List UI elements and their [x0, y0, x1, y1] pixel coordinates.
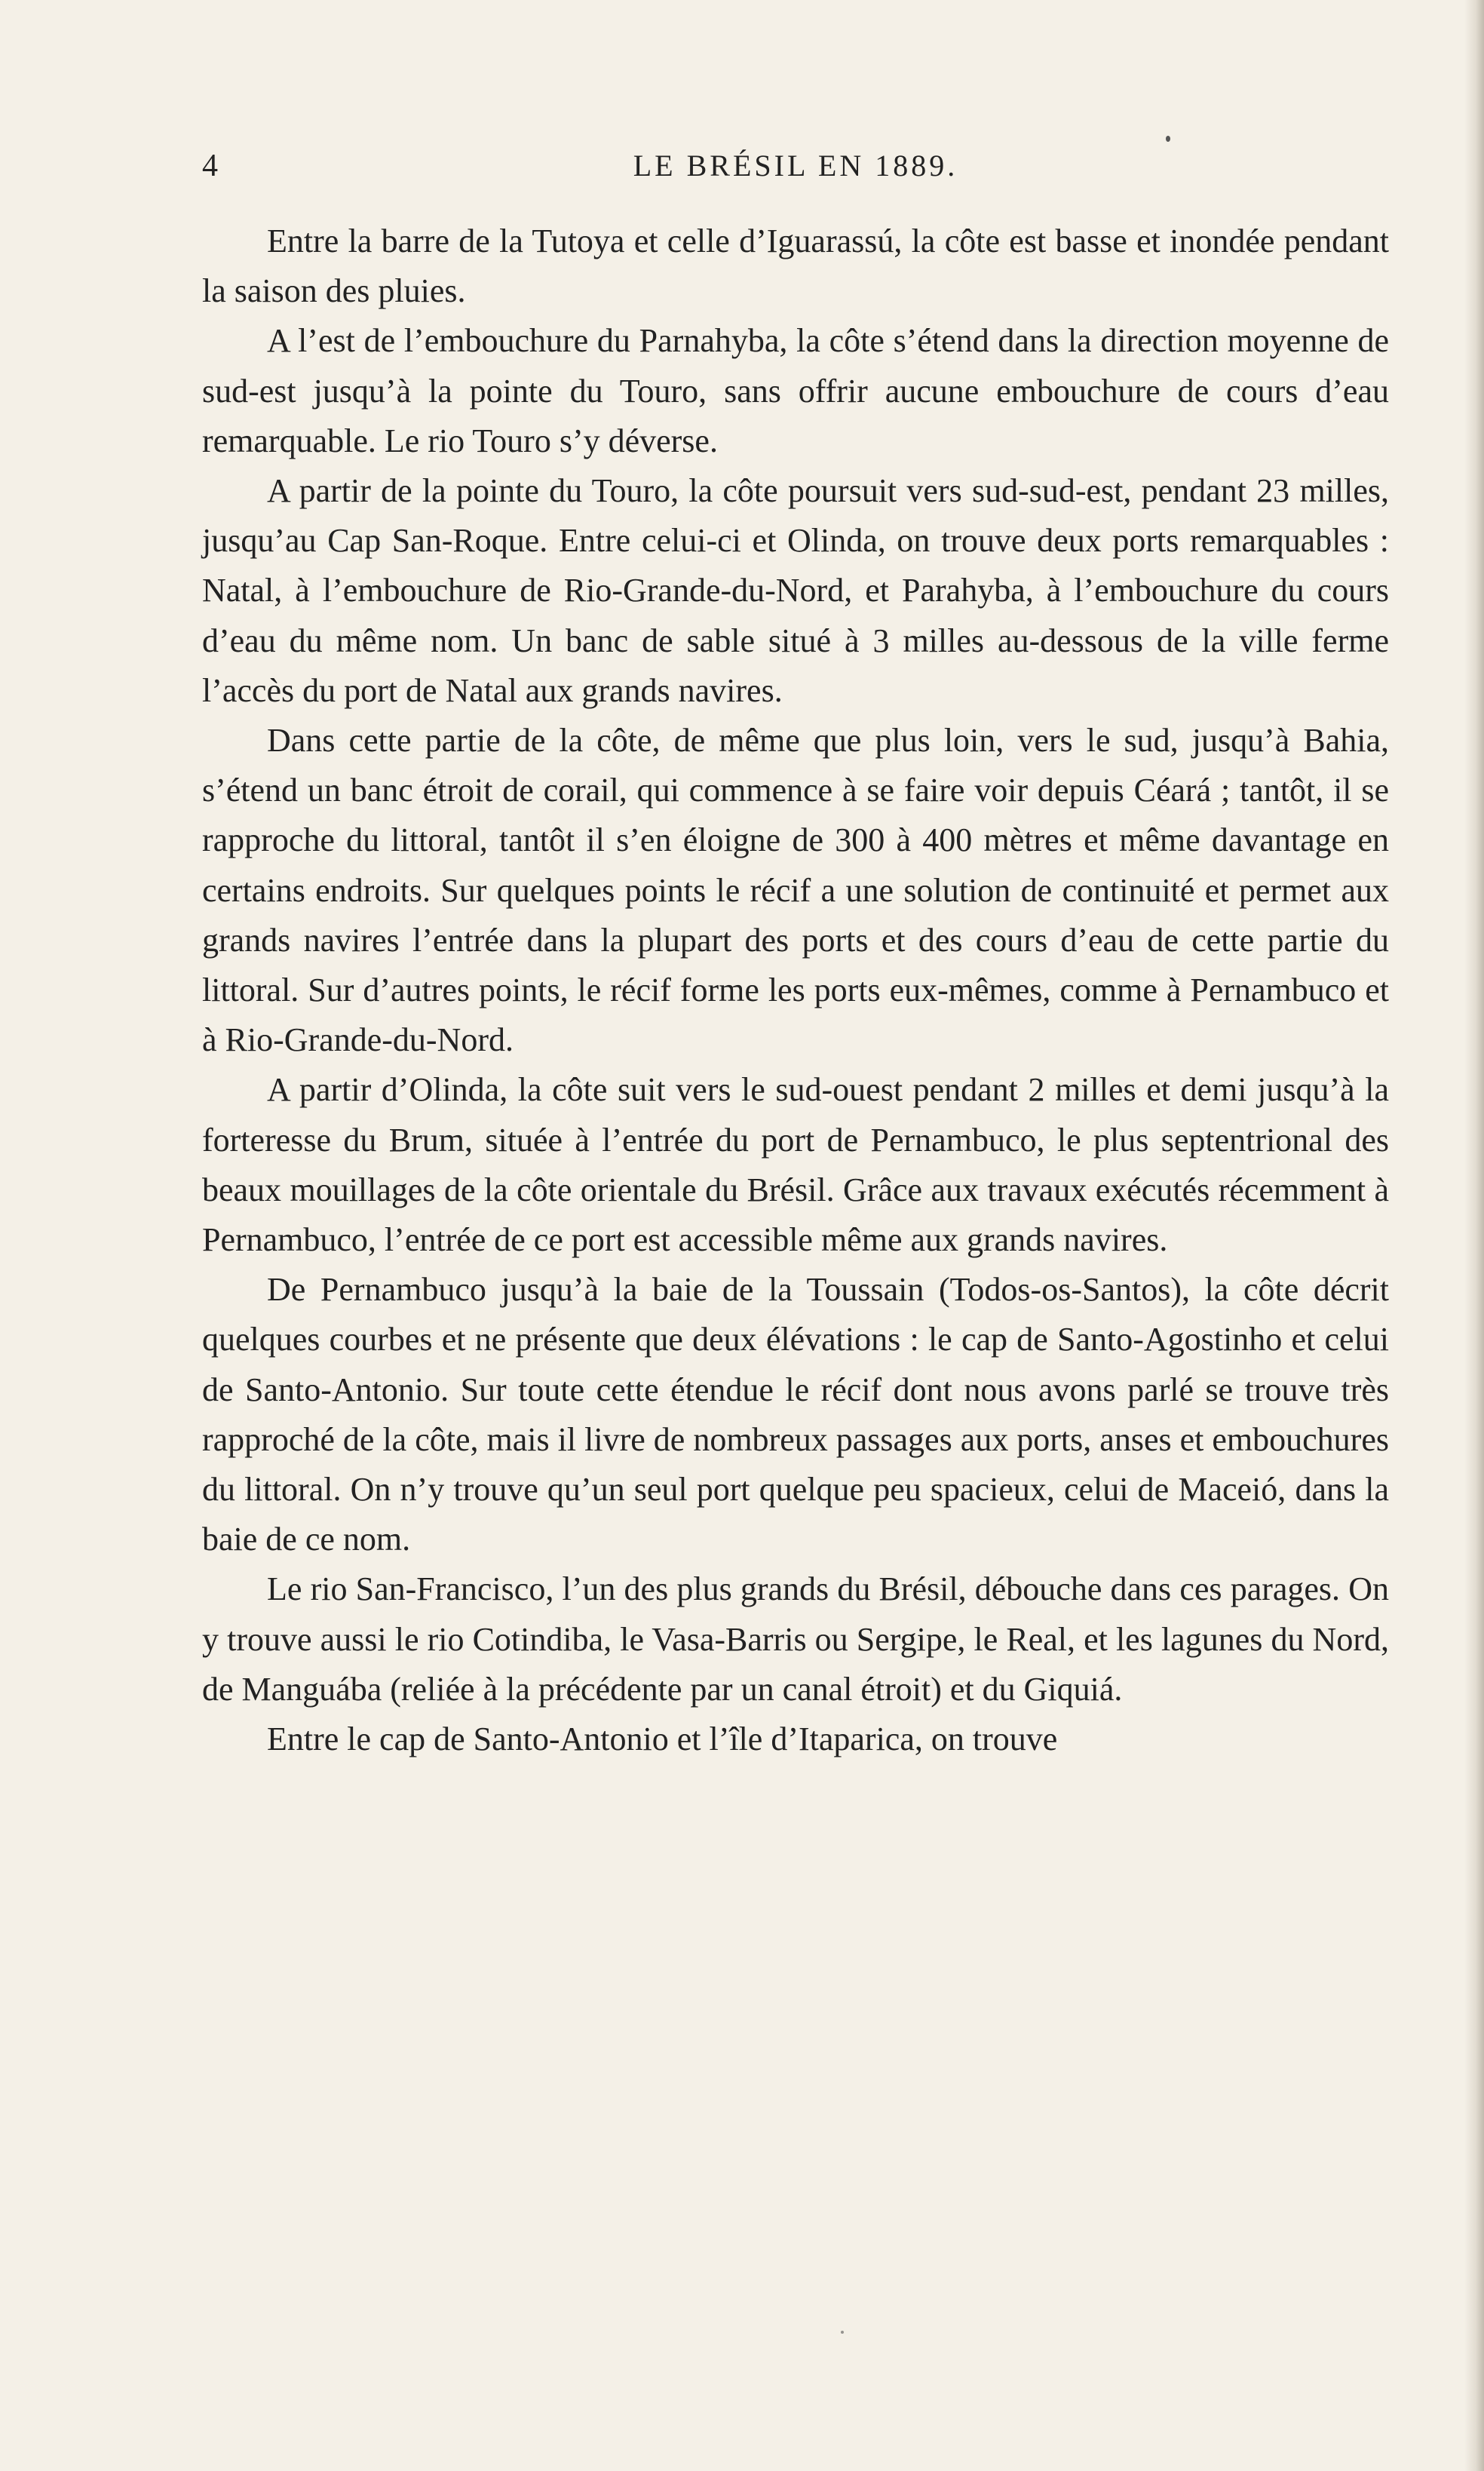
print-speck: [1166, 136, 1170, 142]
paragraph: Entre le cap de Santo-Antonio et l’île d’Itaparica, on trouve: [267, 1720, 1058, 1758]
page-number: 4: [202, 149, 218, 183]
paragraph: A partir d’Olinda, la côte suit vers le sud-ouest pendant 2 milles et demi jusqu’à la forteresse du Brum, située à l’entrée du port de Pernambuco, le plus septentrional des beaux mouillages de la côte orientale du Brésil. Grâce aux travaux exécutés récemment à Pernambuco, l’entrée de ce port est accessible même aux grands navires.: [202, 1071, 1389, 1259]
paragraph: A l’est de l’embouchure du Parnahyba, la côte s’étend dans la direction moyenne de sud-est jusqu’à la pointe du Touro, sans offrir aucune embouchure de cours d’eau remarquable. Le rio Touro s’y déverse.: [202, 322, 1389, 459]
body-text: [202, 216, 1389, 1764]
paragraph: Le rio San-Francisco, l’un des plus grands du Brésil, débouche dans ces parages. On y trouve aussi le rio Cotindiba, le Vasa-Barris ou Sergipe, le Real, et les lagunes du Nord, de Manguába (reliée à la précédente par un canal étroit) et du Giquiá.: [202, 1570, 1389, 1708]
paragraph: Dans cette partie de la côte, de même que plus loin, vers le sud, jusqu’à Bahia, s’étend un banc étroit de corail, qui commence à se faire voir depuis Céará ; tantôt, il se rapproche du littoral, tantôt il s’en éloigne de 300 à 400 mètres et même davantage en certains endroits. Sur quelques points le récif a une solution de continuité et permet aux grands navires l’entrée dans la plupart des ports et des cours d’eau de cette partie du littoral. Sur d’autres points, le récif forme les ports eux-mêmes, comme à Pernambuco et à Rio-Grande-du-Nord.: [202, 722, 1389, 1059]
paragraph: A partir de la pointe du Touro, la côte poursuit vers sud-sud-est, pendant 23 milles, jusqu’au Cap San-Roque. Entre celui-ci et Olinda, on trouve deux ports remarquables : Natal, à l’embouchure de Rio-Grande-du-Nord, et Parahyba, à l’embouchure du cours d’eau du même nom. Un banc de sable situé à 3 milles au-dessous de la ville ferme l’accès du port de Natal aux grands navires.: [202, 472, 1389, 709]
page-header: [202, 148, 1389, 193]
paragraph: De Pernambuco jusqu’à la baie de la Toussain (Todos-os-Santos), la côte décrit quelques courbes et ne présente que deux élévations : le cap de Santo-Agostinho et celui de Santo-Antonio. Sur toute cette étendue le récif dont nous avons parlé se trouve très rapproché de la côte, mais il livre de nombreux passages aux ports, anses et embouchures du littoral. On n’y trouve qu’un seul port quelque peu spacieux, celui de Maceió, dans la baie de ce nom.: [202, 1271, 1389, 1558]
page-binding-shadow: [1464, 0, 1484, 2471]
paragraph: Entre la barre de la Tutoya et celle d’Iguarassú, la côte est basse et inondée pendant la saison des pluies.: [202, 223, 1389, 310]
running-title: LE BRÉSIL EN 1889.: [633, 149, 958, 183]
print-speck: [841, 2331, 844, 2334]
